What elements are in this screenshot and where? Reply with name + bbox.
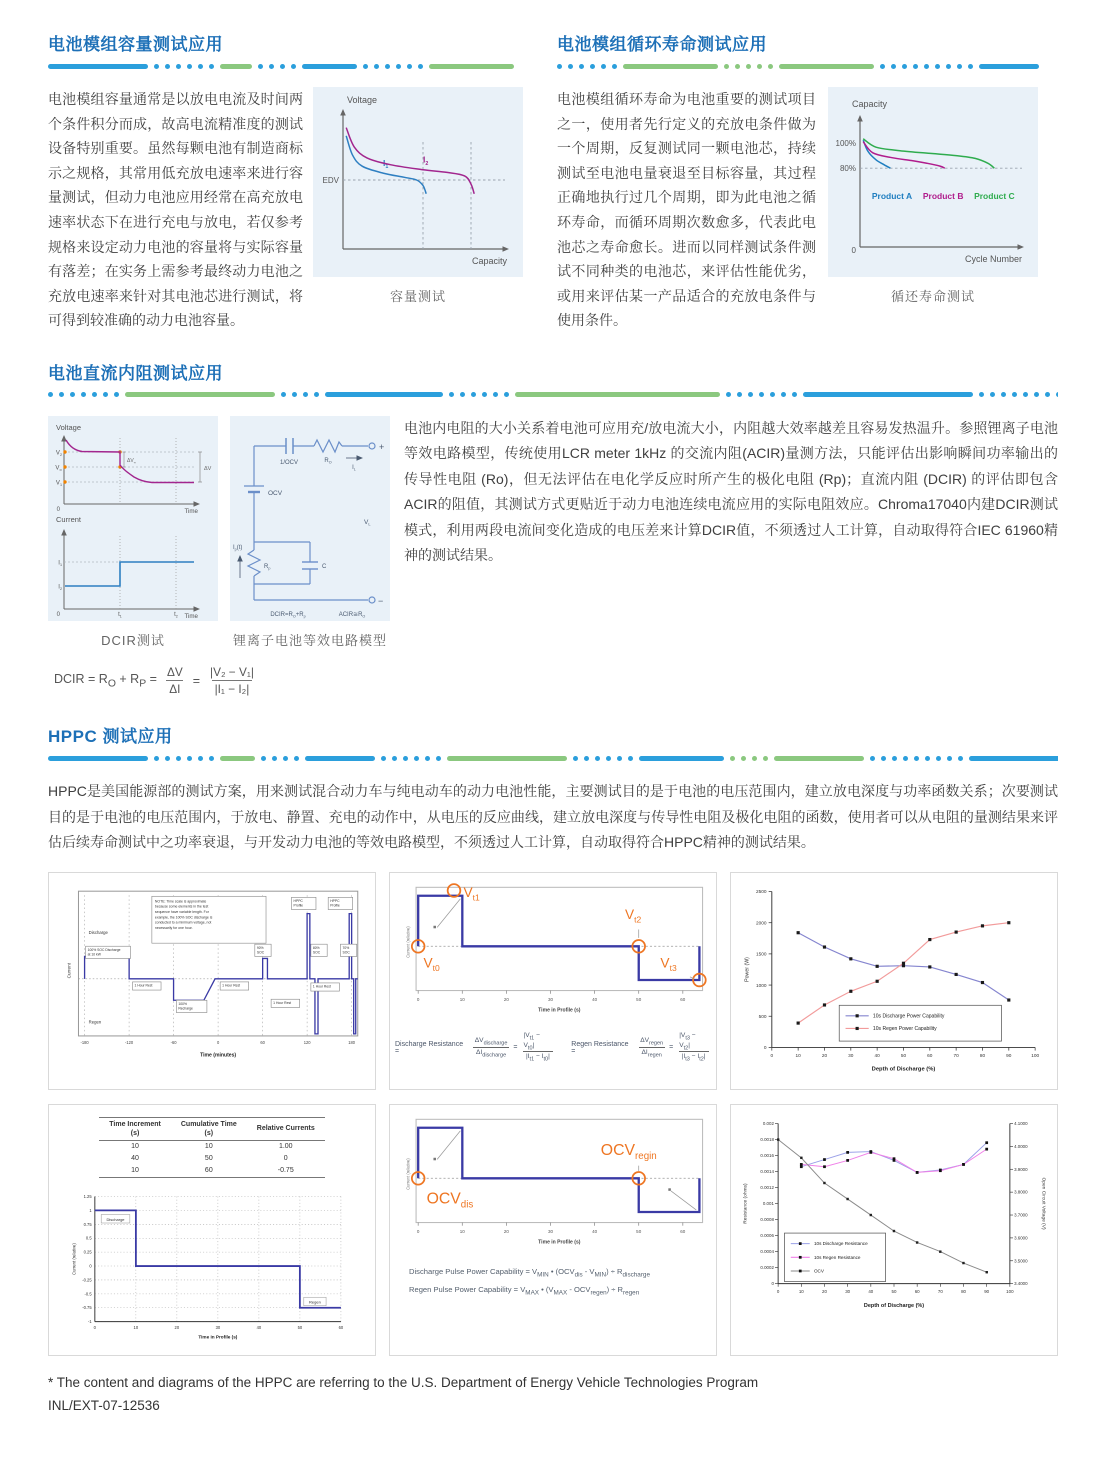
footnote-line2: INL/EXT-07-12536 — [48, 1397, 160, 1413]
svg-text:0: 0 — [94, 1325, 97, 1331]
cycle-life-paragraph: 电池模组循环寿命为电池重要的测试项目之一，使用者先行定义的充放电条件做为一个周期，反复测试同一颗电池芯，持续测试至电池电量衰退至目标容量，其过程正确地执行过几个周期，即为此电池之循环寿命，而循环周期次数愈多，代表此电池芯之寿命愈长。进而以同样测试条件测试不同种类的电池芯，来评估性能优劣，或用来评估某一产品适合的充放电条件与使用条件。 — [557, 91, 816, 329]
svg-text:Regen: Regen — [88, 1019, 102, 1025]
svg-text:100%: 100% — [835, 139, 856, 148]
power-vs-dod-panel — [730, 872, 1058, 1090]
section-divider — [48, 392, 1058, 398]
svg-text:Current (relative): Current (relative) — [405, 925, 411, 958]
svg-text:OCV: OCV — [268, 489, 283, 497]
svg-text:0.75: 0.75 — [84, 1221, 93, 1227]
svg-text:1 Hour Rest: 1 Hour Rest — [134, 983, 153, 988]
svg-text:20: 20 — [503, 1228, 509, 1234]
hppc-pulse-resistance-chart — [395, 881, 711, 1020]
svg-text:SOC: SOC — [256, 950, 265, 955]
svg-text:1 Hour Rest: 1 Hour Rest — [273, 1000, 292, 1005]
svg-text:Recharge: Recharge — [178, 1006, 193, 1011]
relative-current-table: Time Increment (s) Cumulative Time (s) Relative Currents 10 10 1.00 40 50 0 10 60 -0.75 — [54, 1113, 370, 1188]
svg-text:1.25: 1.25 — [84, 1193, 93, 1199]
dcir-test-caption: DCIR测试 — [101, 632, 165, 648]
section-divider — [48, 755, 1058, 761]
svg-text:Time: Time — [184, 507, 198, 515]
svg-text:80%: 80% — [839, 164, 856, 174]
svg-text:necessarily for one hour.: necessarily for one hour. — [154, 925, 193, 930]
svg-text:-0.5: -0.5 — [85, 1291, 93, 1297]
svg-text:50: 50 — [891, 1288, 897, 1294]
svg-text:-0.75: -0.75 — [82, 1305, 93, 1311]
svg-text:3.5000: 3.5000 — [1014, 1258, 1028, 1264]
svg-text:10: 10 — [134, 1325, 139, 1331]
dcir-formula-frac2: $\frac{\text{|V₂ − V₁|}}{\text{|I₁ − I₂|}}$ — [210, 664, 254, 696]
svg-text:Time in Profile (s): Time in Profile (s) — [198, 1334, 238, 1340]
equivalent-circuit-diagram — [230, 416, 390, 621]
svg-text:Discharge: Discharge — [88, 929, 108, 935]
svg-text:Current: Current — [66, 962, 72, 978]
svg-text:EDV: EDV — [322, 176, 339, 185]
svg-text:10: 10 — [459, 1228, 465, 1234]
svg-text:V1: $V_1$ — [55, 480, 62, 487]
svg-text:Current (relative): Current (relative) — [405, 1158, 411, 1190]
hppc-pulse-ocv-chart — [395, 1113, 711, 1252]
dcir-paragraph: 电池内电阻的大小关系着电池可应用充/放电流大小，内阻越大效率越差且容易发热温升。参照锂离子电池等效电路模型，传统使用LCR meter 1kHz 的交流内阻(ACIR)量测方法，只能评估出影响瞬间功率输出的传导性电阻 (Ro)，但无法评估在电化学反应时所产生的极化电阻 (Rp)；直流内阻 (DCIR) 的评估即包含ACIR的阻值，其测试方式更贴近于动力电池连续电流应用的实际电阻效应。Chroma17040内建DCIR测试模式，利用两段电流间变化造成的电压差来计算DCIR值，不须透过人工计算，自动取得符合IEC 61960精神的测试结果。 — [404, 419, 1058, 563]
svg-text:10: 10 — [795, 1053, 801, 1059]
section-hppc — [48, 722, 1058, 1356]
svg-text:Vt3: $V_{t3}$ — [660, 954, 677, 973]
svg-text:I2: $I_2$ — [58, 584, 62, 591]
svg-text:Time (minutes): Time (minutes) — [200, 1051, 237, 1058]
svg-text:+: + — [379, 441, 385, 452]
svg-text:0.001: 0.001 — [762, 1200, 774, 1206]
svg-text:I1: $I_1$ — [58, 560, 62, 567]
svg-text:20: 20 — [821, 1053, 828, 1059]
svg-text:Ip(t): $I_p(t)$ — [233, 544, 243, 552]
svg-text:0.0002: 0.0002 — [760, 1264, 774, 1270]
svg-text:60: 60 — [680, 1228, 686, 1234]
svg-text:70: 70 — [937, 1288, 943, 1294]
resistance-ocv-panel — [730, 1104, 1058, 1356]
svg-text:1: 1 — [89, 1207, 93, 1213]
svg-text:60: 60 — [680, 996, 686, 1002]
svg-text:10s Discharge Resistance: 10s Discharge Resistance — [813, 1240, 868, 1246]
cycle-life-figure — [826, 87, 1040, 305]
footnote — [48, 1372, 1058, 1418]
svg-text:60: 60 — [914, 1288, 920, 1294]
section-title-capacity: 电池模组容量测试应用 — [48, 35, 223, 54]
svg-text:0.5: 0.5 — [86, 1235, 93, 1241]
svg-text:20: 20 — [503, 996, 509, 1002]
svg-text:Current: Current — [56, 514, 82, 524]
svg-text:10: 10 — [459, 996, 465, 1002]
svg-text:40: 40 — [874, 1053, 880, 1059]
svg-text:HPPC: HPPC — [293, 898, 303, 903]
svg-text:OCVdis: $OCV_{dis}$ — [426, 1190, 474, 1211]
svg-text:70%: 70% — [342, 945, 350, 950]
svg-text:10: 10 — [798, 1288, 804, 1294]
hppc-pulse-power-formulas: Discharge Pulse Power Capability = $V_{MIN}$ • $(OCV_{dis} - V_{MIN}) \div R_{discharge}$ Regen Pulse Power Capability = $V_{MAX}$ • $(V_{MAX} - OCV_{regen}) \div R_{regen}$ — [409, 1266, 650, 1297]
svg-text:Profile: Profile — [293, 903, 304, 908]
svg-text:40: 40 — [868, 1288, 874, 1294]
svg-text:40: 40 — [257, 1325, 262, 1331]
dcir-formula — [54, 665, 390, 696]
svg-text:40: 40 — [592, 996, 598, 1002]
svg-text:Time in Profile (s): Time in Profile (s) — [538, 1007, 581, 1014]
power-vs-dod-chart — [736, 881, 1052, 1081]
svg-text:-0.25: -0.25 — [82, 1277, 93, 1283]
svg-text:ΔV∞: $\Delta V_\infty$ — [127, 457, 136, 465]
equivalent-circuit-caption: 锂离子电池等效电路模型 — [232, 632, 387, 648]
svg-text:IL: $I_L$ — [352, 464, 356, 472]
svg-text:80: 80 — [979, 1053, 986, 1059]
svg-text:60: 60 — [339, 1325, 344, 1331]
svg-text:4.1000: 4.1000 — [1014, 1120, 1028, 1126]
equivalent-circuit-figure — [230, 416, 390, 649]
svg-text:Cycle Number: Cycle Number — [964, 254, 1022, 264]
svg-text:-1: -1 — [88, 1319, 93, 1325]
svg-text:10s Regen Resistance: 10s Regen Resistance — [813, 1254, 861, 1260]
svg-text:0: 0 — [216, 1039, 220, 1045]
svg-text:Vt1: $V_{t1}$ — [463, 884, 480, 902]
svg-text:-60: -60 — [170, 1039, 177, 1045]
top-row — [48, 30, 1058, 333]
svg-text:Resistance (ohms): Resistance (ohms) — [743, 1183, 749, 1224]
svg-text:Capacity: Capacity — [852, 99, 888, 109]
svg-text:RO: $R_O$ — [324, 457, 332, 465]
cycle-life-chart — [826, 87, 1040, 277]
section-divider — [48, 63, 523, 69]
svg-text:V∞: $V_\infty$ — [55, 465, 62, 472]
svg-text:I2: $I_2$ — [423, 154, 429, 167]
svg-text:Time: Time — [184, 612, 198, 620]
svg-text:Product C: Product C — [974, 191, 1015, 202]
svg-text:4.0000: 4.0000 — [1014, 1143, 1028, 1149]
svg-text:sequence have variable length.: sequence have variable length. For — [154, 909, 209, 914]
svg-text:0.0014: 0.0014 — [760, 1168, 774, 1174]
dcir-diagrams — [48, 416, 390, 696]
svg-text:0: 0 — [416, 1228, 420, 1234]
svg-text:70: 70 — [953, 1053, 959, 1059]
svg-text:30: 30 — [547, 996, 554, 1002]
svg-text:0.0008: 0.0008 — [760, 1216, 774, 1222]
svg-text:3.6000: 3.6000 — [1014, 1235, 1028, 1241]
svg-text:0.002: 0.002 — [762, 1120, 774, 1126]
svg-text:30: 30 — [216, 1325, 221, 1331]
svg-text:3.7000: 3.7000 — [1014, 1212, 1028, 1218]
section-cycle-life — [557, 30, 1040, 333]
svg-text:-180: -180 — [80, 1039, 89, 1045]
svg-text:−: − — [378, 595, 384, 606]
svg-text:3.8000: 3.8000 — [1014, 1189, 1028, 1195]
svg-text:120: 120 — [303, 1039, 311, 1045]
svg-text:Vt2: $V_{t2}$ — [625, 906, 642, 925]
svg-text:ΔV: ΔV — [204, 465, 212, 472]
svg-text:Voltage: Voltage — [56, 422, 82, 432]
svg-text:t1: $t_1$ — [118, 611, 122, 619]
svg-text:30: 30 — [547, 1228, 554, 1234]
svg-text:because some elements in the t: because some elements in the test — [154, 904, 209, 909]
svg-text:20: 20 — [175, 1325, 180, 1331]
dcir-test-chart — [48, 416, 218, 621]
section-title-hppc: HPPC 测试应用 — [48, 727, 173, 747]
capacity-test-chart — [313, 87, 523, 277]
svg-text:10s Discharge Power Capability: 10s Discharge Power Capability — [872, 1013, 945, 1020]
dcir-test-figure — [48, 416, 218, 649]
svg-text:0: 0 — [89, 1263, 93, 1269]
svg-text:1 Hour Rest: 1 Hour Rest — [222, 983, 241, 988]
svg-text:Capacity: Capacity — [471, 256, 507, 266]
svg-text:C: C — [322, 563, 327, 570]
svg-text:0.0004: 0.0004 — [760, 1248, 774, 1254]
hppc-panel-grid — [48, 872, 1058, 1356]
svg-text:SOC: SOC — [342, 950, 350, 955]
svg-text:0: 0 — [763, 1045, 767, 1051]
svg-text:2000: 2000 — [756, 921, 767, 927]
section-capacity — [48, 30, 523, 333]
svg-text:Product B: Product B — [922, 191, 964, 202]
hppc-pulse-resistance-panel — [389, 872, 717, 1090]
svg-text:OCVregin: $OCV_{regin}$ — [600, 1141, 657, 1162]
svg-text:30: 30 — [848, 1053, 854, 1059]
section-title-cycle-life: 电池模组循环寿命测试应用 — [557, 35, 767, 54]
svg-text:50: 50 — [298, 1325, 303, 1331]
svg-text:0.0012: 0.0012 — [760, 1184, 774, 1190]
capacity-paragraph: 电池模组容量通常是以放电电流及时间两个条件积分而成，故高电流精准度的测试设备特别重要。虽然每颗电池有制造商标示之规格，其常用低充放电速率来进行容量测试，但动力电池应用经常在高充放电速率状态下在进行充电与放电，若仅参考规格来设定动力电池的容量将与实际容量有落差；在实务上需参考最终动力电池之充放电速率来针对其电池芯进行测试，将可得到较准确的动力电池容量。 — [48, 91, 303, 329]
svg-text:V2: $V_2$ — [55, 450, 62, 457]
svg-text:30: 30 — [845, 1288, 851, 1294]
capacity-test-caption: 容量测试 — [389, 289, 446, 304]
svg-text:50: 50 — [636, 1228, 642, 1234]
svg-text:0.0018: 0.0018 — [760, 1136, 774, 1142]
svg-text:OCV: OCV — [813, 1268, 824, 1274]
svg-text:t2: $t_2$ — [174, 611, 178, 619]
svg-text:VL: $V_L$ — [364, 518, 371, 527]
svg-text:100: 100 — [1031, 1053, 1040, 1059]
hppc-resistance-formulas: Discharge Resistance = $\frac{\Delta V_{discharge}}{\Delta I_{discharge}}$ = $\frac{|V_{t1} - V_{t0}|}{|I_{t1} - I_{t0}|}$ Regen Resistance = $\frac{\Delta V_{regen}}{\Delta I_{regen}}$ = $\frac{|V_{t3} - V_{t2}|}{|I_{t3} - I_{t2}|}$ — [395, 1032, 711, 1064]
section-title-dcir: 电池直流内阻测试应用 — [48, 363, 223, 383]
svg-text:Depth of Discharge (%): Depth of Discharge (%) — [863, 1302, 925, 1309]
svg-text:example, the 100% SOC discharg: example, the 100% SOC discharge is — [154, 914, 213, 919]
svg-text:0.25: 0.25 — [84, 1249, 93, 1255]
dcir-formula-equals: = — [192, 673, 201, 688]
svg-text:60: 60 — [927, 1053, 933, 1059]
svg-text:1000: 1000 — [756, 983, 767, 989]
svg-text:90: 90 — [984, 1288, 990, 1294]
svg-text:conducted to a minimum voltage: conducted to a minimum voltage, not — [154, 920, 212, 925]
svg-text:50: 50 — [900, 1053, 907, 1059]
footnote-line1: * The content and diagrams of the HPPC are referring to the U.S. Department of Energy Vehicle Technologies Program — [48, 1375, 759, 1391]
svg-text:Power (W): Power (W) — [744, 956, 751, 982]
svg-text:-120: -120 — [125, 1039, 134, 1045]
svg-text:0: 0 — [416, 996, 420, 1002]
svg-text:Current (relative): Current (relative) — [72, 1243, 78, 1275]
section-divider — [557, 63, 1040, 69]
svg-text:0.0006: 0.0006 — [760, 1232, 774, 1238]
svg-text:500: 500 — [758, 1014, 767, 1020]
hppc-paragraph: HPPC是美国能源部的测试方案，用来测试混合动力车与纯电动车的动力电池性能，主要测试目的是于电池的电压范围内，建立放电深度与功率函数关系；次要测试目的是于电池的电压范围内，于放电、静置、充电的动作中，从电压的反应曲线，建立放电深度与传导性电阻及极化电阻的函数，使用者可以从电阻的量测结果来评估后续寿命测试中之功率衰退，与开发动力电池的等效电路模型，不须透过人工计算，自动取得符合HPPC精神的测试结果。 — [48, 783, 1058, 851]
svg-text:0: 0 — [770, 1053, 774, 1059]
svg-text:Depth of Discharge (%): Depth of Discharge (%) — [871, 1066, 936, 1073]
svg-text:100% SOC Discharge: 100% SOC Discharge — [87, 947, 121, 952]
relative-current-panel — [48, 1104, 376, 1356]
svg-text:60: 60 — [260, 1039, 265, 1045]
svg-text:Voltage: Voltage — [347, 95, 378, 105]
svg-text:180: 180 — [348, 1039, 356, 1045]
svg-text:20: 20 — [822, 1288, 827, 1294]
svg-text:Time in Profile (s): Time in Profile (s) — [538, 1239, 581, 1246]
resistance-ocv-chart — [736, 1113, 1052, 1319]
svg-text:at 10 kW: at 10 kW — [87, 952, 101, 957]
svg-text:ACIR≅RO: $ACIR≅R_O$ — [338, 611, 366, 619]
svg-text:10s Regen Power Capability: 10s Regen Power Capability — [872, 1025, 937, 1032]
svg-text:NOTE: Time scale is approximat: NOTE: Time scale is approximate — [154, 899, 207, 904]
svg-text:0: 0 — [56, 611, 60, 618]
hppc-sequence-panel — [48, 872, 376, 1090]
svg-text:0: 0 — [56, 506, 60, 513]
svg-text:Rp: $R_p$ — [264, 563, 271, 571]
svg-text:Regen: Regen — [309, 1299, 322, 1305]
relative-current-step-chart — [63, 1188, 360, 1347]
svg-text:Vt0: $V_{t0}$ — [423, 954, 440, 973]
svg-text:Open Circuit Voltage (V): Open Circuit Voltage (V) — [1040, 1177, 1046, 1230]
svg-text:Discharge: Discharge — [106, 1216, 126, 1222]
svg-text:3.4000: 3.4000 — [1014, 1280, 1028, 1286]
svg-text:Profile: Profile — [330, 903, 340, 908]
svg-text:90%: 90% — [256, 945, 264, 950]
svg-text:DCIR=RO+Rp: $DCIR=R_O+R_p$ — [270, 611, 306, 619]
svg-text:2500: 2500 — [756, 889, 767, 895]
svg-text:100: 100 — [1006, 1288, 1014, 1294]
svg-text:0: 0 — [851, 246, 856, 255]
section-dcir — [48, 359, 1058, 696]
svg-text:HPPC: HPPC — [330, 898, 340, 903]
svg-text:1 Hour Rest: 1 Hour Rest — [312, 984, 331, 989]
hppc-pulse-ocv-panel — [389, 1104, 717, 1356]
svg-text:90: 90 — [1006, 1053, 1012, 1059]
svg-text:0.0016: 0.0016 — [760, 1152, 774, 1158]
svg-text:3.9000: 3.9000 — [1014, 1166, 1028, 1172]
capacity-test-figure — [313, 87, 523, 305]
svg-text:80%: 80% — [312, 945, 320, 950]
svg-text:1500: 1500 — [756, 952, 767, 958]
svg-text:0: 0 — [776, 1288, 780, 1294]
cycle-life-caption: 循还寿命测试 — [890, 289, 975, 304]
dcir-formula-prefix: DCIR = $R_O + R_P$ = — [54, 671, 157, 690]
svg-text:0: 0 — [771, 1280, 774, 1286]
svg-text:SOC: SOC — [312, 950, 321, 955]
svg-text:1/OCV: 1/OCV — [279, 459, 299, 466]
dcir-formula-frac1: $\frac{\Delta V}{\Delta I}$ — [166, 664, 183, 696]
hppc-sequence-chart — [54, 881, 370, 1064]
svg-text:80: 80 — [961, 1288, 966, 1294]
svg-text:40: 40 — [592, 1228, 598, 1234]
svg-text:Product A: Product A — [871, 191, 913, 202]
svg-text:50: 50 — [636, 996, 642, 1002]
svg-text:I1: $I_1$ — [383, 158, 389, 171]
svg-text:100%: 100% — [178, 1001, 187, 1006]
